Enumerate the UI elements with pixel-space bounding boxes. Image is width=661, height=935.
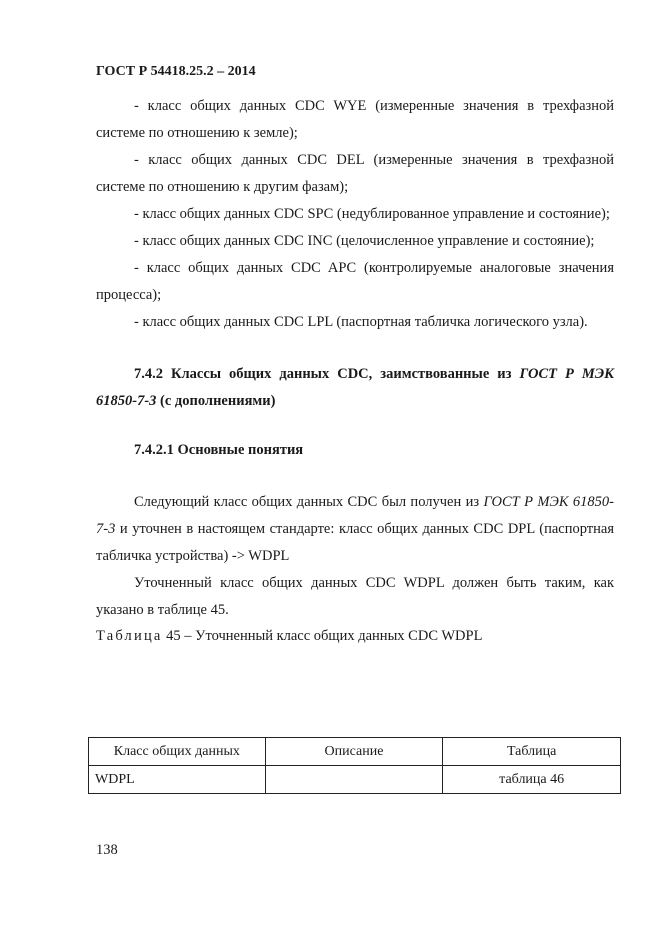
list-item: - класс общих данных CDC WYE (измеренные значения в трехфазной системе по отношению к земле); — [96, 98, 614, 141]
page-header-standard: ГОСТ Р 54418.25.2 – 2014 — [96, 64, 256, 79]
table-cell-description — [265, 766, 443, 794]
table-caption — [96, 626, 614, 646]
table-cell-class: WDPL — [89, 766, 266, 794]
section-heading-7-4-2-1: 7.4.2.1 Основные понятия — [134, 442, 304, 458]
table-cell-table-ref: таблица 46 — [443, 766, 621, 794]
column-header: Таблица — [443, 738, 621, 766]
table-row — [89, 766, 621, 794]
section-title-part2: (с дополнениями) — [156, 393, 276, 409]
body-text: Следующий класс общих данных CDC был получен из — [134, 494, 484, 510]
body-paragraph-1 — [96, 489, 614, 570]
page-number: 138 — [96, 842, 118, 858]
section-number: 7.4.2 — [134, 366, 163, 382]
page-content — [96, 93, 614, 646]
column-header: Описание — [265, 738, 443, 766]
list-item: - класс общих данных CDC LPL (паспортная табличка логического узла). — [134, 314, 588, 330]
cdc-class-table — [88, 737, 621, 794]
standard-reference: ГОСТ Р МЭК 61850-7-3 — [96, 494, 614, 537]
section-heading-7-4-2 — [96, 361, 614, 415]
list-item: - класс общих данных CDC SPC (недублированное управление и состояние); — [134, 206, 610, 222]
table-caption-text: 45 – Уточненный класс общих данных CDC WDPL — [162, 628, 483, 644]
body-paragraph-2: Уточненный класс общих данных CDC WDPL должен быть таким, как указано в таблице 45. — [96, 575, 614, 618]
table-header-row — [89, 738, 621, 766]
section-title-reference: ГОСТ Р МЭК 61850-7-3 — [96, 366, 614, 409]
list-item: - класс общих данных CDC DEL (измеренные значения в трехфазной системе по отношению к другим фазам); — [96, 152, 614, 195]
list-item: - класс общих данных CDC INC (целочисленное управление и состояние); — [134, 233, 595, 249]
table-caption-label: Таблица — [96, 628, 163, 644]
section-title-part1: Классы общих данных CDC, заимствованные из — [170, 366, 520, 382]
body-text: и уточнен в настоящем стандарте: класс общих данных CDC DPL (паспортная табличка устройства) -> WDPL — [96, 521, 614, 564]
list-item: - класс общих данных CDC APC (контролируемые аналоговые значения процесса); — [96, 260, 614, 303]
column-header: Класс общих данных — [89, 738, 266, 766]
